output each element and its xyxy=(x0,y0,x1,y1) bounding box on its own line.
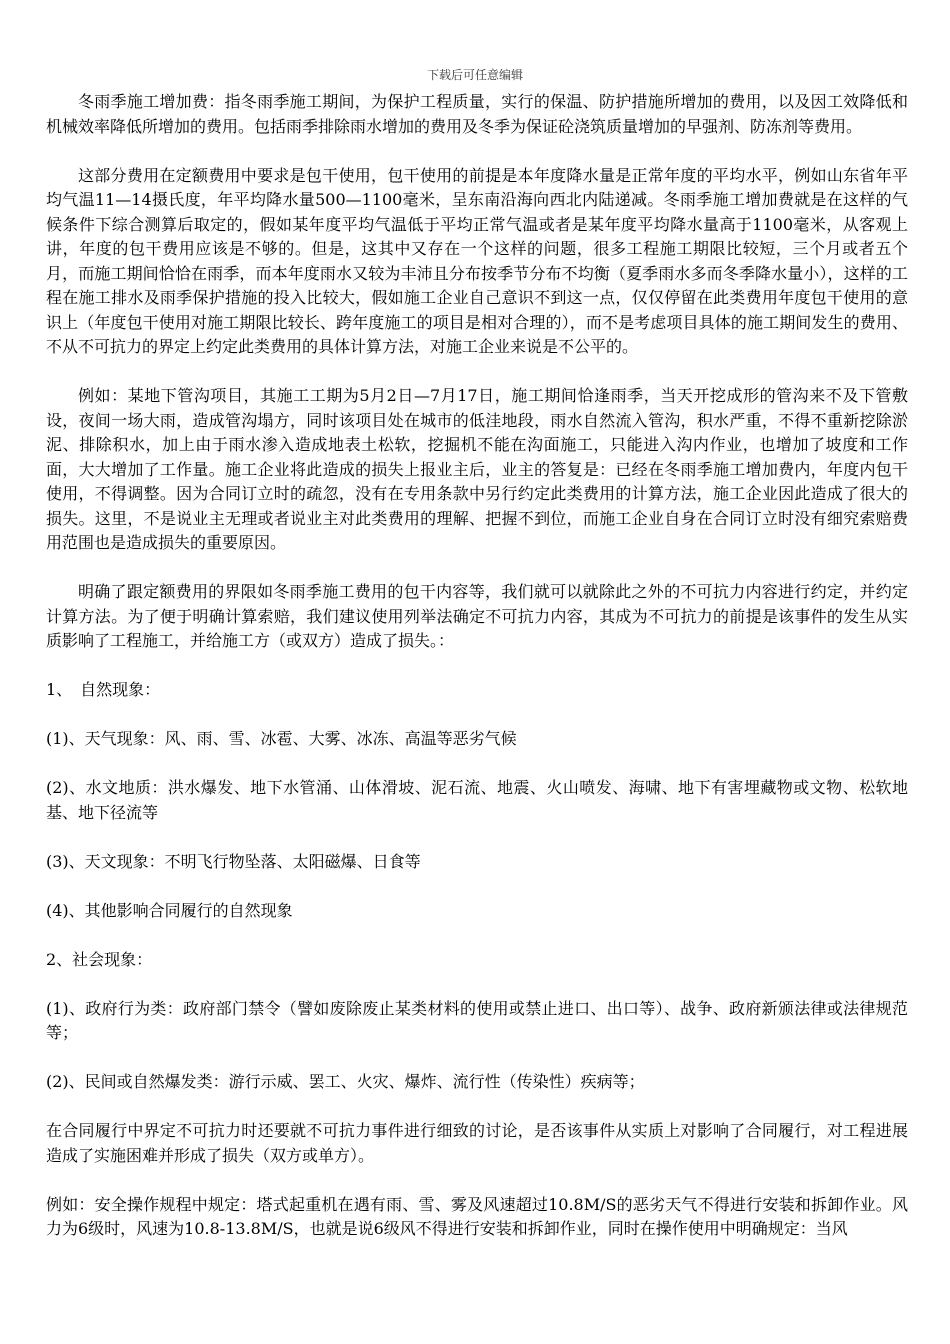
list-item-weather: (1)、天气现象：风、雨、雪、冰雹、大雾、冰冻、高温等恶劣气候 xyxy=(46,729,517,748)
list-heading-natural: 1、 自然现象： xyxy=(46,680,161,699)
paragraph-lump-sum-usage: 这部分费用在定额费用中要求是包干使用，包干使用的前提是本年度降水量是正常年度的平均水平，例如山东省年平均气温11—14摄氏度，年平均降水量500—1100毫米，呈东南沿海向西北内陆递减。冬雨季施工增加费就是在这样的气候条件下综合测算后取定的，假如某年度平均气温低于平均正常气温或者是某年度平均降水量高于1100毫米，从客观上讲，年度的包干费用应该是不够的。但是，这其中又存在一个这样的问题，很多工程施工期限比较短，三个月或者五个月，而施工期间恰恰在雨季，而本年度雨水又较为丰沛且分布按季节分布不均衡（夏季雨水多而冬季降水量小），这样的工程在施工排水及雨季保护措施的投入比较大，假如施工企业自己意识不到这一点，仅仅停留在此类费用年度包干使用的意识上（年度包干使用对施工期限比较长、跨年度施工的项目是相对合理的），而不是考虑项目具体的施工期间发生的费用、不从不可抗力的界定上约定此类费用的具体计算方法，对施工企业来说是不公平的。 xyxy=(46,165,908,356)
paragraph-crane-example: 例如：安全操作规程中规定：塔式起重机在遇有雨、雪、雾及风速超过10.8M/S的恶劣天气不得进行安装和拆卸作业。风力为6级时，风速为10.8-13.8M/S，也就是说6级风不得进行安装和拆卸作业，同时在操作使用中明确规定：当风 xyxy=(46,1194,908,1238)
list-item-civil: (2)、民间或自然爆发类：游行示威、罢工、火灾、爆炸、流行性（传染性）疾病等； xyxy=(46,1072,645,1091)
list-item-astronomy: (3)、天文现象：不明飞行物坠落、太阳磁爆、日食等 xyxy=(46,851,421,871)
paragraph-discussion: 在合同履行中界定不可抗力时还要就不可抗力事件进行细致的讨论，是否该事件从实质上对影响了合同履行，对工程进展造成了实施困难并形成了损失（双方或单方）。 xyxy=(46,1121,908,1165)
list-item-government: (1)、政府行为类：政府部门禁令（譬如废除废止某类材料的使用或禁止进口、出口等）、战争、政府新颁法律或法律规范等； xyxy=(46,998,908,1042)
paragraph-force-majeure-listing: 明确了跟定额费用的界限如冬雨季施工费用的包干内容等，我们就可以就除此之外的不可抗力内容进行约定，并约定计算方法。为了便于明确计算索赔，我们建议使用列举法确定不可抗力内容，其成为不可抗力的前提是该事件的发生从实质影响了工程施工，并给施工方（或双方）造成了损失。： xyxy=(46,582,908,650)
paragraph-winter-rain-fee: 冬雨季施工增加费：指冬雨季施工期间，为保护工程质量，实行的保温、防护措施所增加的费用，以及因工效降低和机械效率降低所增加的费用。包括雨季排除雨水增加的费用及冬季为保证砼浇筑质量增加的早强剂、防冻剂等费用。 xyxy=(46,92,908,136)
document-body xyxy=(46,90,908,1266)
page-header: 下载后可任意编辑 xyxy=(426,68,523,82)
list-item-hydrogeology: (2)、水文地质：洪水爆发、地下水管涌、山体滑坡、泥石流、地震、火山喷发、海啸、地下有害埋藏物或文物、松软地基、地下径流等 xyxy=(46,778,908,822)
list-item-other-natural: (4)、其他影响合同履行的自然现象 xyxy=(46,900,293,920)
list-heading-social: 2、社会现象： xyxy=(46,949,153,969)
paragraph-pipe-trench-example: 例如：某地下管沟项目，其施工工期为5月2日—7月17日，施工期间恰逢雨季，当天开挖成形的管沟来不及下管敷设，夜间一场大雨，造成管沟塌方，同时该项目处在城市的低洼地段，雨水自然流入管沟，积水严重，不得不重新挖除淤泥、排除积水，加上由于雨水渗入造成地表土松软，挖掘机不能在沟面施工，只能进入沟内作业，也增加了坡度和工作面，大大增加了工作量。施工企业将此造成的损失上报业主后，业主的答复是：已经在冬雨季施工增加费内，年度内包干使用，不得调整。因为合同订立时的疏忽，没有在专用条款中另行约定此类费用的计算方法，施工企业因此造成了很大的损失。这里，不是说业主无理或者说业主对此类费用的理解、把握不到位，而施工企业自身在合同订立时没有细究索赔费用范围也是造成损失的重要原因。 xyxy=(46,386,908,552)
